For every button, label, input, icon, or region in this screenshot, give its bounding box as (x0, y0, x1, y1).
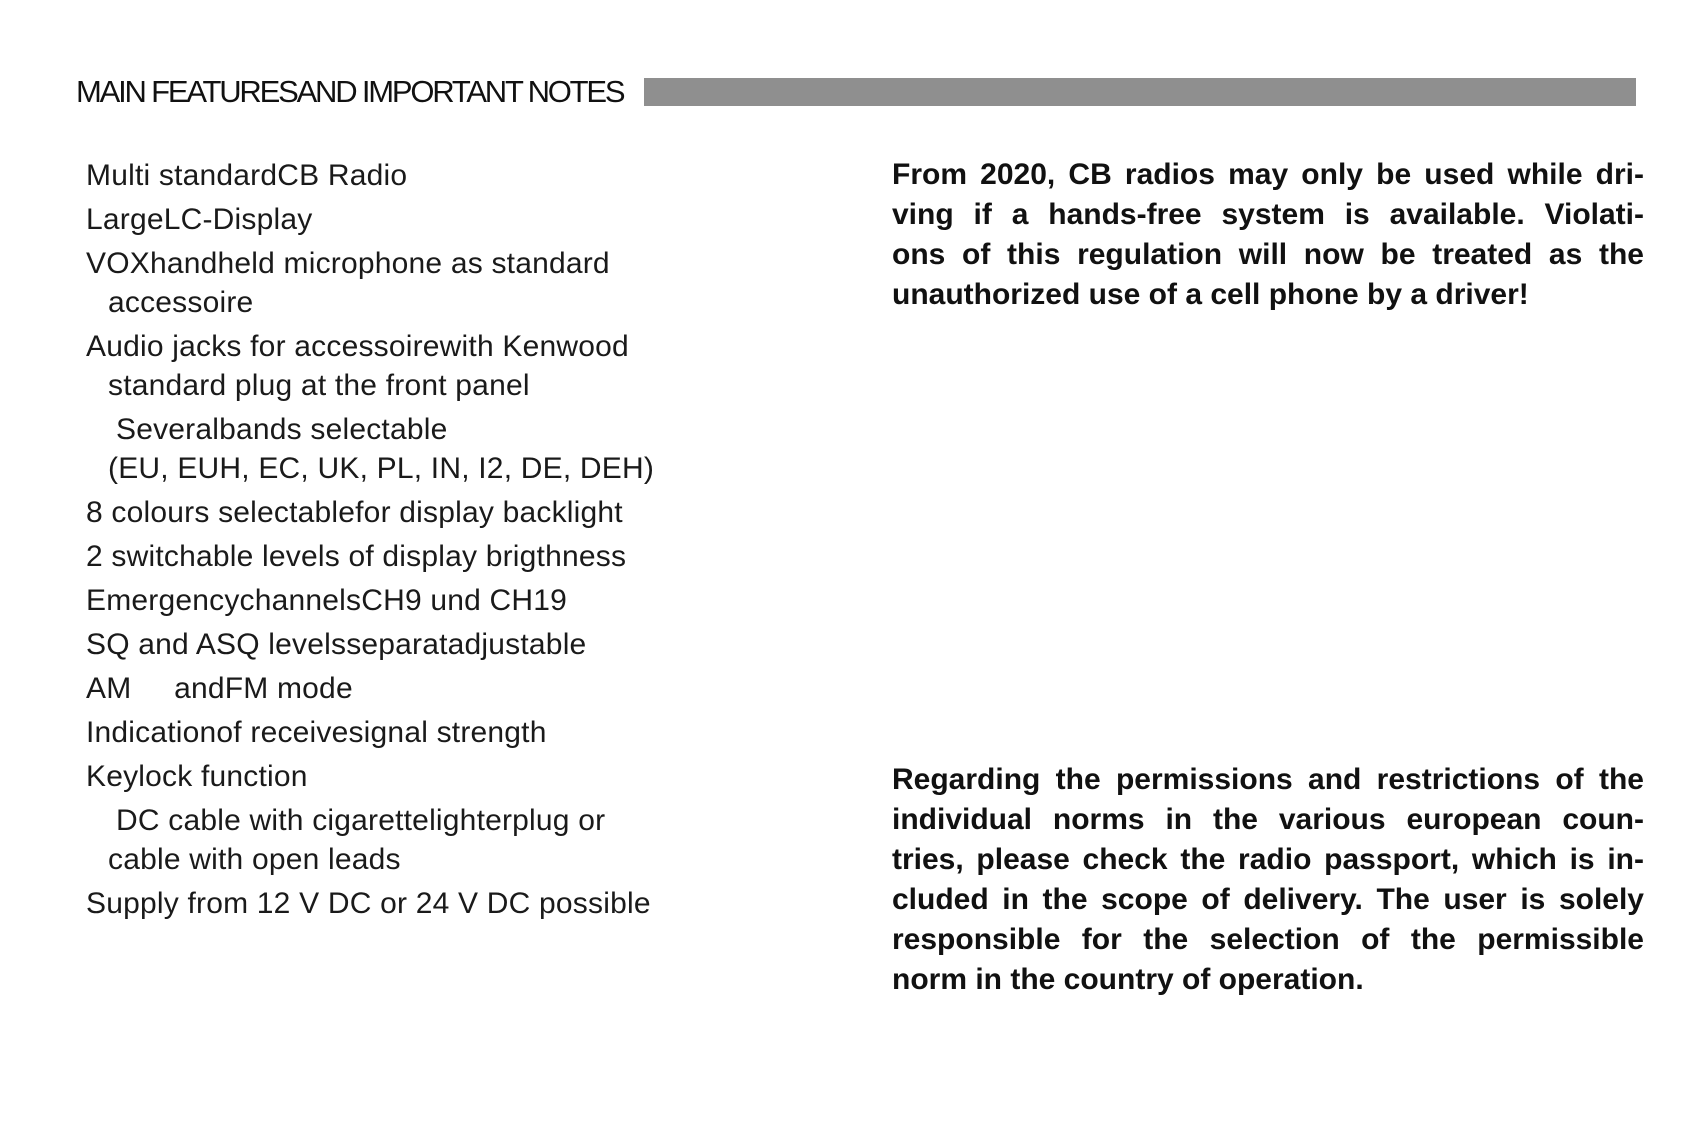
feature-item (86, 156, 726, 195)
feature-item (86, 669, 726, 708)
feature-list (86, 156, 726, 928)
notice-line: ving if a hands-free system is available. Violati- (892, 198, 1644, 231)
feature-line: Supply from 12 V DC or 24 V DC possible (86, 887, 651, 920)
notice-line: From 2020, CB radios may only be used while dri- (892, 158, 1644, 191)
feature-item (86, 625, 726, 664)
feature-line: DC cable with cigarettelighterplug or (116, 804, 606, 837)
feature-line: Audio jacks for accessoirewith Kenwood (86, 330, 629, 363)
feature-item (86, 244, 726, 322)
notice-line: Regarding the permissions and restrictions of the (892, 763, 1644, 796)
feature-line: SQ and ASQ levelsseparatadjustable (86, 628, 587, 661)
feature-item (86, 493, 726, 532)
feature-item (86, 801, 726, 879)
feature-item (86, 713, 726, 752)
feature-item (86, 581, 726, 620)
feature-line: Multi standardCB Radio (86, 159, 408, 192)
notice-line: responsible for the selection of the permissible (892, 923, 1644, 956)
feature-item (86, 410, 726, 488)
feature-item (86, 200, 726, 239)
notice-line: unauthorized use of a cell phone by a driver! (892, 278, 1529, 311)
notice-line: norm in the country of operation. (892, 963, 1364, 996)
notice-line: individual norms in the various european coun- (892, 803, 1644, 836)
header-rule-bar (644, 78, 1636, 106)
feature-line: 2 switchable levels of display brigthness (86, 540, 627, 573)
feature-item (86, 537, 726, 576)
feature-line-continued: (EU, EUH, EC, UK, PL, IN, I2, DE, DEH) (108, 452, 655, 485)
feature-line: Keylock function (86, 760, 308, 793)
feature-line-continued: standard plug at the front panel (108, 369, 530, 402)
feature-line: 8 colours selectablefor display backlight (86, 496, 623, 529)
feature-line: AM andFM mode (86, 672, 353, 705)
section-title: MAIN FEATURESAND IMPORTANT NOTES (76, 74, 624, 109)
section-header (76, 70, 1636, 114)
feature-line: Indicationof receivesignal strength (86, 716, 547, 749)
feature-line: LargeLC-Display (86, 203, 313, 236)
notice-line: tries, please check the radio passport, which is in- (892, 843, 1644, 876)
feature-item (86, 757, 726, 796)
feature-item (86, 884, 726, 923)
feature-line: EmergencychannelsCH9 und CH19 (86, 584, 568, 617)
notice-line: cluded in the scope of delivery. The user is solely (892, 883, 1644, 916)
feature-line: VOXhandheld microphone as standard (86, 247, 610, 280)
feature-line: Severalbands selectable (116, 413, 448, 446)
norms-notice (892, 760, 1644, 1000)
notice-line: ons of this regulation will now be treated as the (892, 238, 1644, 271)
feature-item (86, 327, 726, 405)
feature-line-continued: accessoire (108, 286, 254, 319)
feature-line-continued: cable with open leads (108, 843, 401, 876)
handsfree-notice (892, 155, 1644, 315)
